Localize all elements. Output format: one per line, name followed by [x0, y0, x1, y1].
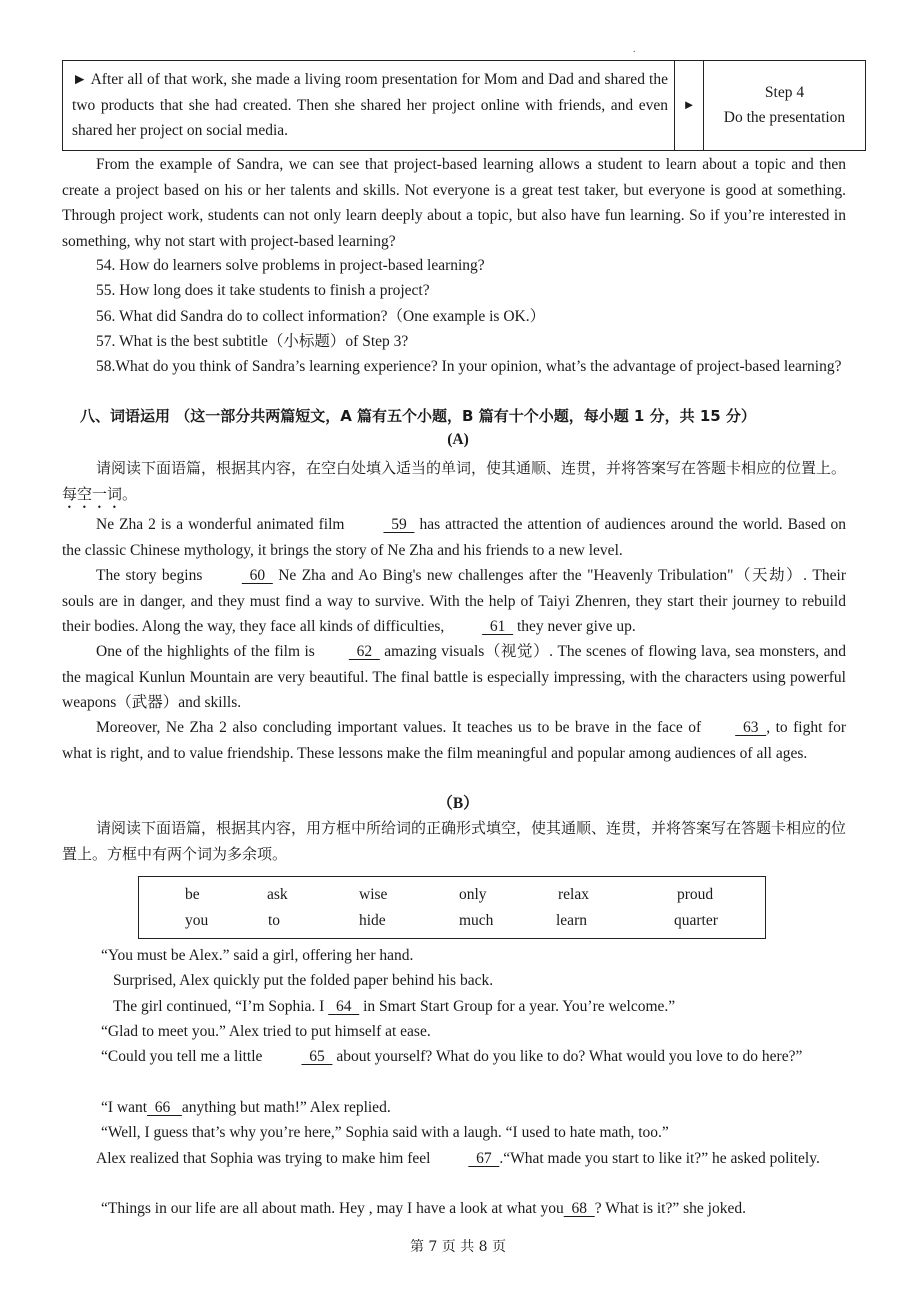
word-proud: proud: [677, 886, 714, 903]
blank-63[interactable]: 63: [735, 719, 767, 736]
text-span: about yourself? What do you like to do? What would you love to do here?”: [332, 1048, 803, 1065]
blank-60[interactable]: 60: [241, 567, 273, 584]
passage-a-label: (A): [447, 431, 469, 448]
text-span: One of the highlights of the film is: [96, 643, 315, 660]
blank-65[interactable]: 65: [301, 1048, 333, 1065]
step4-title: Do the presentation: [723, 109, 846, 127]
word-hide: hide: [359, 912, 386, 929]
word-you: you: [185, 912, 209, 929]
text-span: they never give up.: [513, 618, 636, 635]
word-wise: wise: [359, 886, 388, 903]
text-span: has attracted the attention of audiences around the world. Based on the classic Chinese mythology, it brings the story of Ne Zha and his friends to a new level.: [62, 516, 846, 559]
word-much: much: [459, 912, 494, 929]
question-58: 58.What do you think of Sandra’s learning experience? In your opinion, what’s the advantage of project-based learning?: [96, 358, 842, 375]
blank-64[interactable]: 64: [328, 998, 360, 1015]
passage-a-paragraph-2: [62, 563, 846, 640]
word-ask: ask: [267, 886, 288, 903]
step4-description: ► After all of that work, she made a living room presentation for Mom and Dad and shared the two products that she had created. Then she shared her project online with friends, and even shared her project on social media.: [63, 61, 675, 151]
dialogue-line-5: [62, 1044, 846, 1070]
passage-a-instructions: [62, 456, 846, 512]
blank-66[interactable]: 66: [147, 1099, 182, 1116]
text-span: anything but math!” Alex replied.: [181, 1099, 391, 1116]
text-span: amazing visuals（视觉）. The scenes of flowing lava, sea monsters, and the magical Kunlun Mountain are very beautiful. The final battle is especially impressing, with the characters using powerful weapons（武器）and skills.: [62, 643, 846, 711]
passage-b-label: （B）: [437, 795, 479, 812]
word-to: to: [268, 912, 281, 929]
dialogue-line-3: [113, 994, 675, 1019]
text-span: Ne Zha and Ao Bing's new challenges after the "Heavenly Tribulation"（天劫）. Their souls are in danger, and they must find a way to survive. With the help of Taiyi Zhenren, they start their journey to rebuild their bodies. Along the way, they face all kinds of difficulties,: [62, 567, 846, 635]
word-be: be: [185, 886, 200, 903]
blank-68[interactable]: 68: [563, 1200, 595, 1217]
passage-b-instructions: 请阅读下面语篇，根据其内容，用方框中所给词的正确形式填空，使其通顺、连贯，并将答案写在答题卡相应的位置上。方框中有两个词为多余项。: [62, 819, 847, 863]
question-56: 56. What did Sandra do to collect information?（One example is OK.）: [96, 308, 546, 325]
question-57: 57. What is the best subtitle（小标题）of Step 3?: [96, 333, 409, 350]
text-span: “I want: [101, 1099, 148, 1116]
step4-table: [62, 60, 866, 151]
text-span: “Things in our life are all about math. Hey , may I have a look at what you: [101, 1200, 564, 1217]
arrow-icon: ►: [675, 61, 704, 151]
instructions-text: 请阅读下面语篇，根据其内容，在空白处填入适当的单词，使其通顺、连贯，并将答案写在答题卡相应的位置上。: [96, 459, 847, 477]
passage-a-paragraph-1: [62, 512, 846, 563]
word-quarter: quarter: [674, 912, 718, 929]
word-bank-box: [138, 876, 766, 939]
passage-a-paragraph-4: [62, 715, 846, 766]
passage-a-paragraph-3: [62, 639, 846, 716]
text-span: , to fight for what is right, and to value friendship. These lessons make the film meaningful and popular among audiences of all ages.: [62, 719, 846, 762]
step4-number: Step 4: [764, 84, 805, 102]
dialogue-line-4: “Glad to meet you.” Alex tried to put himself at ease.: [101, 1023, 431, 1040]
dialogue-line-8: [62, 1146, 846, 1172]
word-only: only: [459, 886, 487, 903]
text-span: Ne Zha 2 is a wonderful animated film: [96, 516, 350, 533]
text-span: “Could you tell me a little: [101, 1048, 263, 1065]
section-8-title: 八、词语运用 （这一部分共两篇短文，A 篇有五个小题，B 篇有十个小题，每小题 1 分，共 15 分）: [80, 407, 756, 425]
dialogue-line-6: [101, 1095, 391, 1120]
word-learn: learn: [556, 912, 587, 929]
blank-67[interactable]: 67: [468, 1150, 500, 1167]
text-span: The girl continued, “I’m Sophia. I: [113, 998, 329, 1015]
text-span: Alex realized that Sophia was trying to make him feel: [96, 1150, 435, 1167]
dialogue-line-1: “You must be Alex.” said a girl, offering her hand.: [101, 947, 414, 964]
instructions-end: 。: [122, 484, 138, 503]
blank-62[interactable]: 62: [348, 643, 380, 660]
conclusion-paragraph: From the example of Sandra, we can see that project-based learning allows a student to learn about a topic and then create a project based on his or her talents and skills. Not everyone is a great test taker, but everyone is good at something. Through project work, students can not only learn deeply about a topic, but also have fun learning. So if you’re interested in something, why not start with project-based learning?: [62, 156, 846, 250]
question-54: 54. How do learners solve problems in project-based learning?: [96, 257, 485, 274]
step4-label: [704, 61, 866, 151]
blank-61[interactable]: 61: [482, 618, 514, 635]
blank-59[interactable]: 59: [383, 516, 415, 533]
text-span: in Smart Start Group for a year. You’re welcome.”: [359, 998, 676, 1015]
scan-mark: .: [633, 44, 636, 55]
question-55: 55. How long does it take students to finish a project?: [96, 282, 430, 299]
text-span: Moreover, Ne Zha 2 also concluding important values. It teaches us to be brave in the face of: [96, 719, 702, 736]
text-span: The story begins: [96, 567, 208, 584]
text-span: ? What is it?” she joked.: [594, 1200, 746, 1217]
dialogue-line-2: Surprised, Alex quickly put the folded paper behind his back.: [113, 972, 494, 989]
word-relax: relax: [558, 886, 589, 903]
dialogue-line-7: “Well, I guess that’s why you’re here,” Sophia said with a laugh. “I used to hate math, too.”: [101, 1124, 669, 1141]
page-footer: 第 7 页 共 8 页: [409, 1239, 507, 1255]
text-span: .“What made you start to like it?” he asked politely.: [499, 1150, 820, 1167]
instructions-emphasis: 每空一词: [62, 484, 123, 503]
dialogue-line-9: [101, 1196, 746, 1221]
